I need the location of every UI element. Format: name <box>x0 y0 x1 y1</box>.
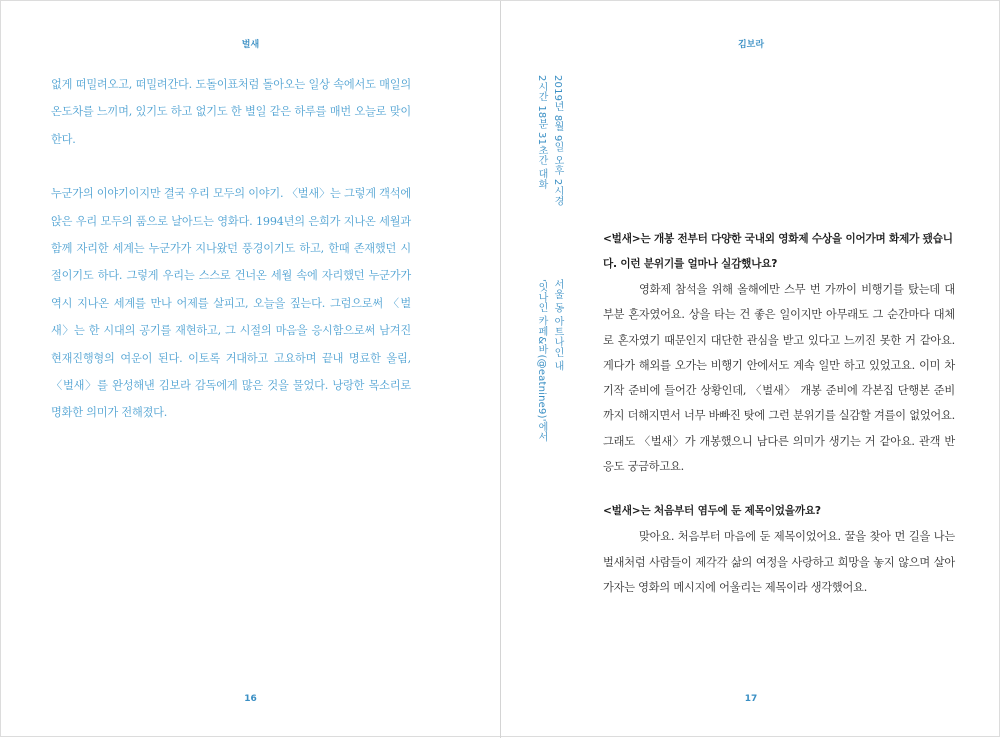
interview-date: 2019년 8월 9일 오후 2시경 <box>552 75 563 206</box>
interview-info <box>531 71 581 461</box>
left-page-body <box>51 71 411 427</box>
page-number: 16 <box>244 694 257 704</box>
interview-answer: 영화제 참석을 위해 올해에만 스무 번 가까이 비행기를 탔는데 대부분 혼자였어요. 상을 타는 건 좋은 일이지만 아무래도 그 순간마다 대체로 혼자였기 때문인지 대단한 관심을 받고 있다고 느끼진 못한 거 같아요. 게다가 해외를 오가는 비행기 안에서도 계속 일만 하고 있었고요. 이미 차기작 준비에 들어간 상황인데, 〈벌새〉 개봉 준비에 각본집 단행본 준비까지 더해지면서 너무 바빠진 탓에 그런 분위기를 실감할 겨를이 없었어요. 그래도 〈벌새〉가 개봉했으니 남다른 의미가 생기는 거 같아요. 관객 반응도 궁금하고요. <box>603 283 955 474</box>
page-number: 17 <box>744 694 758 704</box>
body-paragraph: 없게 떠밀려오고, 떠밀려간다. 도돌이표처럼 돌아오는 일상 속에서도 매일의 온도차를 느끼며, 있기도 하고 없기도 한 별일 같은 하루를 매번 오늘로 맞이한다. <box>51 78 411 146</box>
interview-question: <벌새>는 개봉 전부터 다양한 국내외 영화제 수상을 이어가며 화제가 됐습니다. 이런 분위기를 얼마나 실감했나요? <box>603 233 953 270</box>
interview-question: <벌새>는 처음부터 염두에 둔 제목이었을까요? <box>603 505 821 518</box>
left-page <box>1 1 501 738</box>
running-head: 벌새 <box>241 40 260 50</box>
interview-duration: 2시간 18분 31초간 대화 <box>536 75 547 190</box>
interview-body <box>603 227 955 600</box>
interview-venue: '잇나인 카페&바(@eatnine9)'에서 <box>536 279 547 443</box>
interview-place: 서울 동 아트나인 내 <box>552 279 563 371</box>
interview-answer: 맞아요. 처음부터 마음에 둔 제목이었어요. 꿀을 찾아 먼 길을 나는 벌새처럼 사람들이 제각각 삶의 여정을 사랑하고 희망을 놓지 않으며 살아가자는 영화의 메시지에 어울리는 제목이라 생각했어요. <box>603 530 955 594</box>
running-head: 김보라 <box>737 40 765 50</box>
body-paragraph: 누군가의 이야기이지만 결국 우리 모두의 이야기. 〈벌새〉는 그렇게 객석에 앉은 우리 모두의 품으로 날아드는 영화다. 1994년의 은희가 지나온 세월과 함께 자리한 세계는 누군가가 지나왔던 풍경이기도 하고, 한때 존재했던 시절이기도 하다. 그렇게 우리는 스스로 건너온 세월 속에 자리했던 누군가가 역시 지나온 세계를 만나 어제를 살피고, 오늘을 짚는다. 그럼으로써 〈벌새〉는 한 시대의 공기를 재현하고, 그 시절의 마음을 응시함으로써 남겨진 현재진행형의 여운이 된다. 이토록 거대하고 고요하며 끝내 명료한 울림, 〈벌새〉를 완성해낸 김보라 감독에게 많은 것을 물었다. 낭랑한 목소리로 명화한 의미가 전해졌다. <box>51 187 411 420</box>
